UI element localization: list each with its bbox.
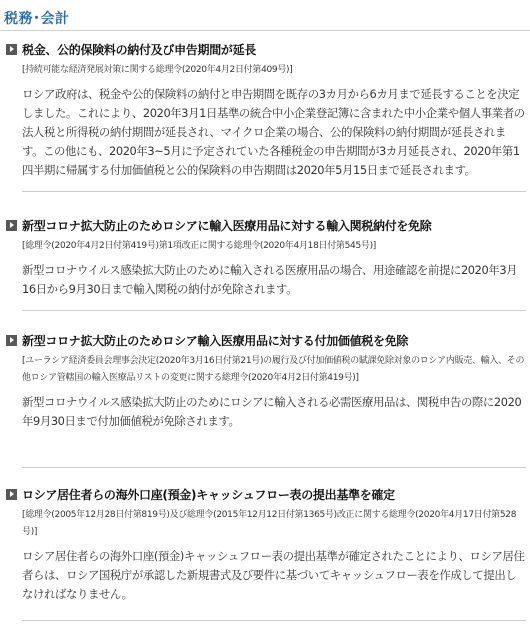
article-reference: [総理令(2005年12月28日付第819号)及び総理令(2015年12月12日付第1365号)改正に関する総理令(2020年4月17日付第528号)]: [22, 510, 517, 537]
article-divider: [22, 191, 526, 192]
article-item: [6, 487, 526, 604]
bullet-arrow-icon: [6, 220, 17, 231]
section-title: 税務･会計: [4, 11, 70, 27]
article-divider: [22, 310, 526, 311]
article-title[interactable]: 新型コロナ拡大防止のためロシアに輸入医療用品に対する輸入関税納付を免除: [22, 219, 432, 233]
article-header[interactable]: [6, 333, 526, 351]
article-header[interactable]: [6, 218, 526, 236]
article-body: ロシア政府は、税金や公的保険料の納付と申告期間を既存の3カ月から6カ月まで延長することを決定しました。これにより、2020年3月1日基準の統合中小企業登記簿に含まれた中小企業や個人事業者の法人税と所得税の納付期間が延長され、マイクロ企業の場合、公的保険料の納付期間が延長されます。この他にも、2020年3~5月に予定されていた各種税金の申告期間が3カ月延長され、2020年第1四半期に帰属する付加価値税と公的保険料の申告期間は2020年5月15日まで延長されます。: [22, 87, 525, 177]
article-title[interactable]: 新型コロナ拡大防止のためロシア輸入医療用品に対する付加価値税を免除: [22, 334, 409, 348]
article-header[interactable]: [6, 42, 526, 60]
bullet-arrow-icon: [6, 44, 17, 55]
article-divider: [22, 620, 526, 621]
article-item: [6, 218, 526, 299]
article-body: 新型コロナウイルス感染拡大防止のためにロシアに輸入される必需医療用品は、関税申告の際に2020年9月30日まで付加価値税が免除されます。: [22, 395, 522, 428]
article-reference: [総理令(2020年4月2日付第419号)第1項改正に関する総理令(2020年4月18日付第545号)]: [22, 241, 376, 251]
article-reference: [持続可能な経済発展対策に関する総理令(2020年4月2日付第409号)]: [22, 65, 293, 75]
article-divider: [22, 467, 526, 468]
article-item: [6, 333, 526, 431]
article-reference: [ユーラシア経済委員会理事会決定(2020年3月16日付第21号)の履行及び付加価値税の賦課免除対象のロシア内販売、輸入、その他ロシア管轄国の輸入医療品リストの変更に関する総理令(2020年4月2日付第419号)]: [22, 356, 525, 383]
article-body: ロシア居住者らの海外口座(預金)キャッシュフロー表の提出基準が確定されたことにより、ロシア居住者らは、ロシア国税庁が承認した新規書式及び要件に基づいてキャッシュフロー表を作成して提出しなければなりません。: [22, 549, 525, 601]
article-body: 新型コロナウイルス感染拡大防止のために輸入される医療用品の場合、用途確認を前提に2020年3月16日から9月30日まで輸入関税の納付が免除されます。: [22, 263, 518, 296]
article-title[interactable]: 税金、公的保険料の納付及び申告期間が延長: [22, 43, 257, 57]
bullet-arrow-icon: [6, 489, 17, 500]
title-divider: [0, 30, 530, 31]
bullet-arrow-icon: [6, 335, 17, 346]
article-item: [6, 42, 526, 180]
article-header[interactable]: [6, 487, 526, 505]
article-title[interactable]: ロシア居住者らの海外口座(預金)キャッシュフロー表の提出基準を確定: [22, 488, 395, 502]
